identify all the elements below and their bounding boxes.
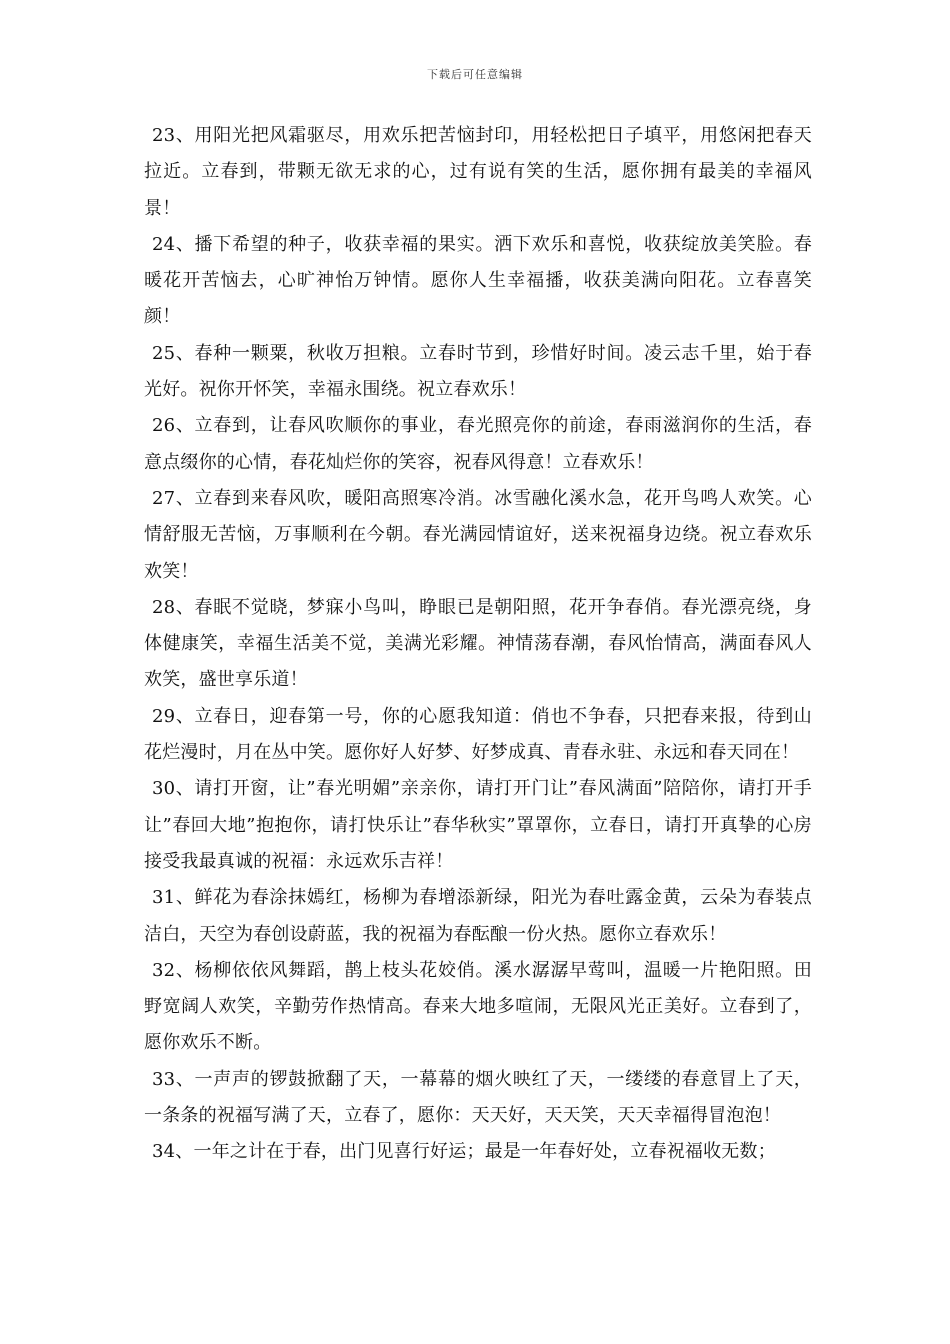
paragraph-32: 32、杨柳依依风舞蹈，鹊上枝头花姣俏。溪水潺潺早莺叫，温暖一片艳阳照。田野宽阔人欢笑，辛勤劳作热情高。春来大地多喧闹，无限风光正美好。立春到了，愿你欢乐不断。: [144, 959, 812, 1054]
page-header: 下载后可任意编辑: [427, 68, 523, 81]
paragraph-24: 24、播下希望的种子，收获幸福的果实。洒下欢乐和喜悦，收获绽放美笑脸。春暖花开苦恼去，心旷神怡万钟情。愿你人生幸福播，收获美满向阳花。立春喜笑颜！: [144, 233, 812, 328]
document-body: [144, 118, 812, 1171]
paragraph-31: 31、鲜花为春涂抹嫣红，杨柳为春增添新绿，阳光为春吐露金黄，云朵为春装点洁白，天空为春创设蔚蓝，我的祝福为春酝酿一份火热。愿你立春欢乐！: [144, 887, 812, 945]
paragraph-28: 28、春眠不觉晓，梦寐小鸟叫，睁眼已是朝阳照，花开争春俏。春光漂亮绕，身体健康笑，幸福生活美不觉，美满光彩耀。神情荡春潮，春风怡情高，满面春风人欢笑，盛世享乐道！: [144, 596, 812, 691]
paragraph-34: 34、一年之计在于春，出门见喜行好运；最是一年春好处，立春祝福收无数；: [152, 1141, 776, 1163]
paragraph-26: 26、立春到，让春风吹顺你的事业，春光照亮你的前途，春雨滋润你的生活，春意点缀你的心情，春花灿烂你的笑容，祝春风得意！立春欢乐！: [144, 415, 812, 473]
paragraph-25: 25、春种一颗粟，秋收万担粮。立春时节到，珍惜好时间。凌云志千里，始于春光好。祝你开怀笑，幸福永围绕。祝立春欢乐！: [144, 342, 812, 401]
paragraph-23: 23、用阳光把风霜驱尽，用欢乐把苦恼封印，用轻松把日子填平，用悠闲把春天拉近。立春到，带颗无欲无求的心，过有说有笑的生活，愿你拥有最美的幸福风景！: [144, 125, 812, 219]
paragraph-30: 30、请打开窗，让”春光明媚”亲亲你，请打开门让”春风满面”陪陪你，请打开手让”春回大地”抱抱你，请打快乐让”春华秋实”罩罩你，立春日，请打开真挚的心房接受我最真诚的祝福：永远欢乐吉祥！: [144, 778, 812, 872]
paragraph-27: 27、立春到来春风吹，暖阳高照寒冷消。冰雪融化溪水急，花开鸟鸣人欢笑。心情舒服无苦恼，万事顺利在今朝。春光满园情谊好，送来祝福身边绕。祝立春欢乐欢笑！: [144, 487, 812, 582]
paragraph-33: 33、一声声的锣鼓掀翻了天，一幕幕的烟火映红了天，一缕缕的春意冒上了天，一条条的祝福写满了天，立春了，愿你：天天好，天天笑，天天幸福得冒泡泡！: [144, 1068, 812, 1127]
paragraph-29: 29、立春日，迎春第一号，你的心愿我知道：俏也不争春，只把春来报，待到山花烂漫时，月在丛中笑。愿你好人好梦、好梦成真、青春永驻、永远和春天同在！: [144, 705, 812, 764]
